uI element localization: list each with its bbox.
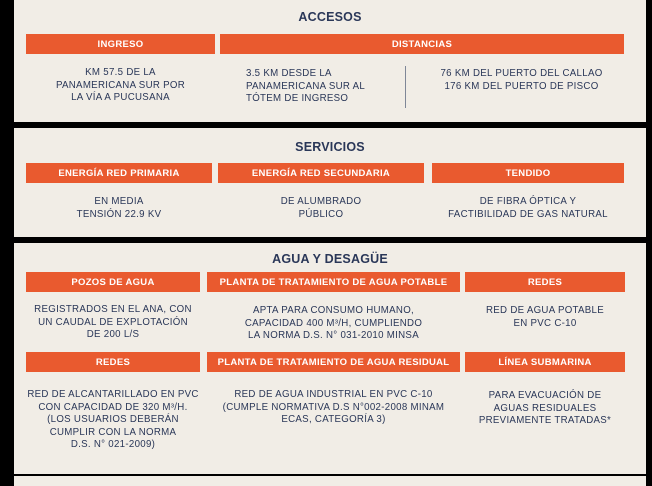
planta-potable-text: APTA PARA CONSUMO HUMANO, CAPACIDAD 400 M³/H, CUMPLIENDO LA NORMA D.S. N° 031-2010 MINSA: [244, 305, 423, 341]
tendido-text: DE FIBRA ÓPTICA Y FACTIBILIDAD DE GAS NATURAL: [448, 196, 608, 220]
ingreso-text: KM 57.5 DE LA PANAMERICANA SUR POR LA VÍA A PUCUSANA: [55, 67, 186, 103]
agua-panel: [14, 243, 646, 474]
tendido-header: TENDIDO: [432, 163, 624, 183]
redes-header: REDES: [465, 272, 625, 292]
redes2-text: RED DE ALCANTARILLADO EN PVC CON CAPACIDAD DE 320 M³/H. (LOS USUARIOS DEBERÁN CUMPLIR CON LA NORMA D.S. N° 021-2009): [27, 389, 199, 450]
redes-text: RED DE AGUA POTABLE EN PVC C-10: [485, 305, 605, 329]
ingreso-header: INGRESO: [26, 34, 215, 54]
energia-primaria-header: ENERGÍA RED PRIMARIA: [26, 163, 212, 183]
distancias-header: DISTANCIAS: [220, 34, 624, 54]
energia-secundaria-text: DE ALUMBRADO PÚBLICO: [280, 196, 362, 220]
planta-residual-header: PLANTA DE TRATAMIENTO DE AGUA RESIDUAL: [207, 352, 460, 372]
pozos-text: REGISTRADOS EN EL ANA, CON UN CAUDAL DE EXPLOTACIÓN DE 200 L/S: [34, 304, 192, 340]
servicios-panel: [14, 128, 646, 237]
distancia-puertos-text: 76 KM DEL PUERTO DEL CALLAO 176 KM DEL PUERTO DE PISCO: [440, 68, 603, 92]
energia-primaria-text: EN MEDIA TENSIÓN 22.9 KV: [76, 196, 162, 220]
linea-submarina-header: LÍNEA SUBMARINA: [465, 352, 625, 372]
accesos-panel: [14, 0, 646, 122]
energia-secundaria-header: ENERGÍA RED SECUNDARIA: [218, 163, 424, 183]
planta-residual-text: RED DE AGUA INDUSTRIAL EN PVC C-10 (CUMPLE NORMATIVA D.S N°002-2008 MINAM ECAS, CATEGORÍA 3): [222, 389, 445, 425]
distancia-totem-text: 3.5 KM DESDE LA PANAMERICANA SUR AL TÓTEM DE INGRESO: [246, 68, 366, 104]
redes2-header: REDES: [26, 352, 200, 372]
agua-title: AGUA Y DESAGÜE: [272, 252, 388, 266]
pozos-header: POZOS DE AGUA: [26, 272, 200, 292]
distancias-divider: [405, 66, 406, 108]
planta-potable-header: PLANTA DE TRATAMIENTO DE AGUA POTABLE: [207, 272, 460, 292]
servicios-title: SERVICIOS: [295, 140, 365, 154]
linea-submarina-text: PARA EVACUACIÓN DE AGUAS RESIDUALES PREVIAMENTE TRATADAS*: [478, 390, 612, 426]
accesos-title: ACCESOS: [298, 10, 362, 24]
next-panel-edge: [14, 476, 646, 486]
